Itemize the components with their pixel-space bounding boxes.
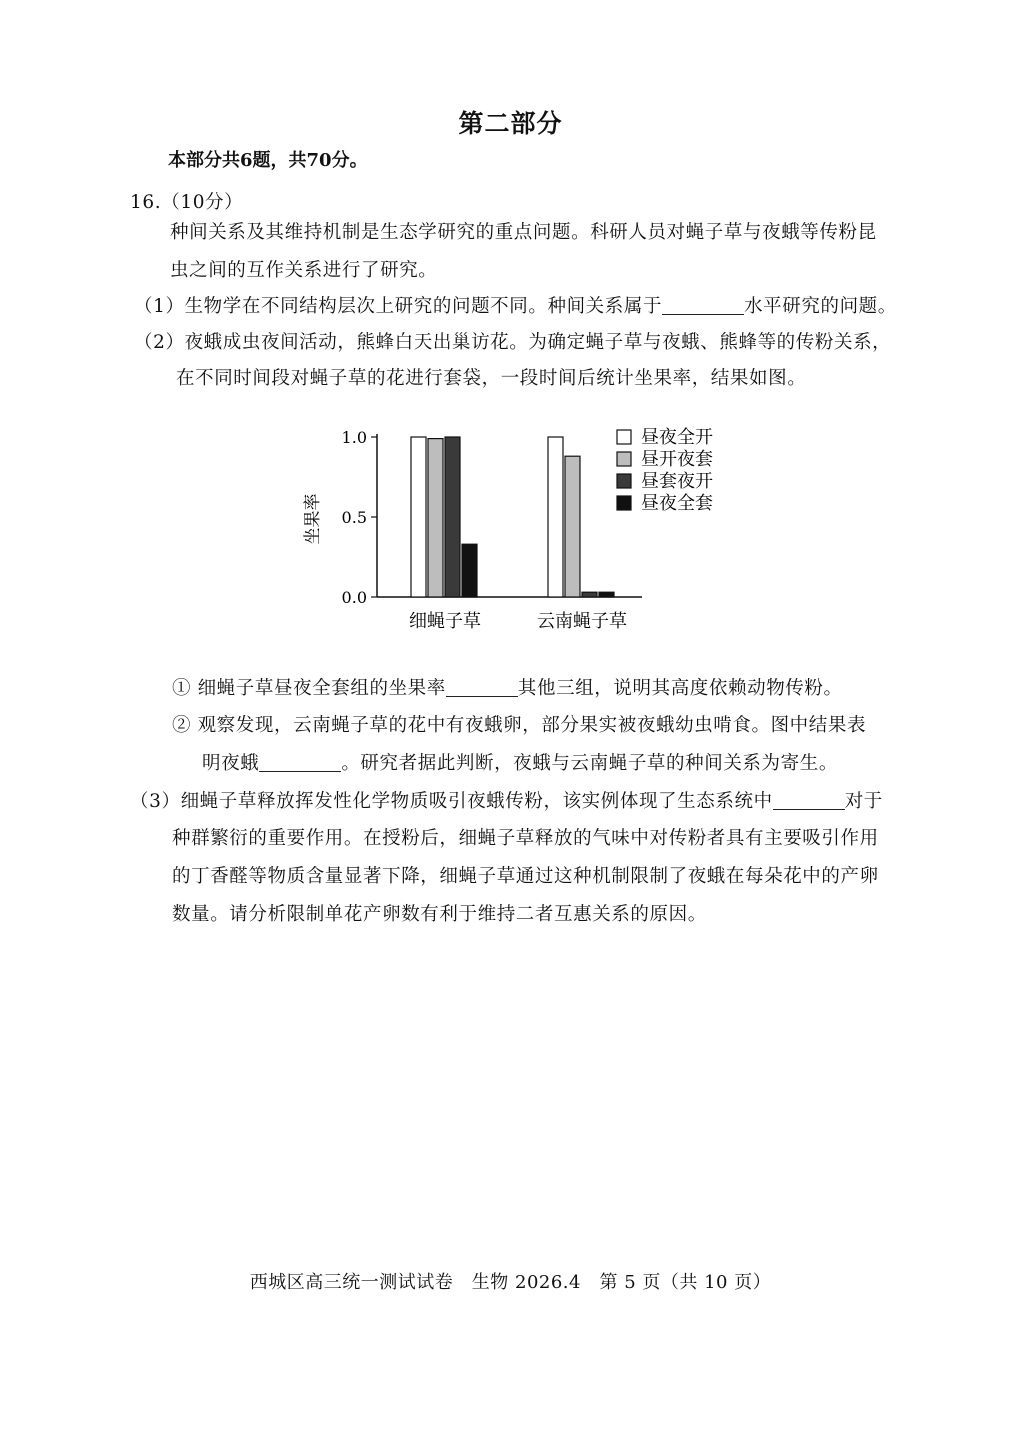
- sub-2-text-before: 明夜蛾: [202, 753, 260, 774]
- bar: [548, 437, 563, 597]
- answer-blank-4[interactable]: [773, 791, 845, 811]
- part-3-line-3: 的丁香醛等物质含量显著下降，细蝇子草通过这种机制限制了夜蛾在每朵花中的产卵: [172, 866, 879, 887]
- intro-line-2: 虫之间的互作关系进行了研究。: [170, 260, 438, 281]
- sub-question-2-line-1: ② 观察发现，云南蝇子草的花中有夜蛾卵，部分果实被夜蛾幼虫啃食。图中结果表: [172, 715, 867, 736]
- bar: [599, 592, 614, 597]
- part-3-line-1: [130, 787, 883, 813]
- bar: [411, 437, 426, 597]
- bar: [462, 544, 477, 597]
- part-2-line-2: 在不同时间段对蝇子草的花进行套袋，一段时间后统计坐果率，结果如图。: [176, 368, 807, 389]
- sub-2-text-after: 。研究者据此判断，夜蛾与云南蝇子草的种间关系为寄生。: [341, 753, 838, 774]
- legend-swatch: [617, 474, 631, 488]
- legend-swatch: [617, 496, 631, 510]
- bar: [582, 592, 597, 597]
- part-1: [134, 292, 897, 318]
- legend-swatch: [617, 452, 631, 466]
- part-1-text-after: 水平研究的问题。: [744, 296, 897, 317]
- section-title: 第二部分: [458, 109, 563, 138]
- fruit-set-chart: [290, 410, 770, 650]
- y-tick-label: 0.5: [341, 508, 367, 527]
- legend-label: 昼夜全套: [641, 493, 713, 514]
- part-3-line-2: 种群繁衍的重要作用。在授粉后，细蝇子草释放的气味中对传粉者具有主要吸引作用: [172, 828, 879, 849]
- y-axis-label: 坐果率: [303, 493, 323, 545]
- x-tick-label: 细蝇子草: [409, 611, 481, 632]
- part-3-text-after: 对于: [844, 791, 883, 812]
- x-tick-label: 云南蝇子草: [537, 611, 627, 632]
- answer-blank-2[interactable]: [446, 678, 518, 698]
- sub-question-2-line-2: [202, 749, 838, 775]
- part-1-text-before: （1）生物学在不同结构层次上研究的问题不同。种间关系属于: [134, 296, 663, 317]
- legend-label: 昼夜全开: [641, 427, 713, 448]
- y-tick-label: 0.0: [341, 588, 367, 607]
- legend-label: 昼套夜开: [641, 471, 713, 492]
- sub-1-text-after: 其他三组，说明其高度依赖动物传粉。: [517, 678, 843, 699]
- section-intro: 本部分共6题，共70分。: [168, 150, 368, 171]
- legend-swatch: [617, 430, 631, 444]
- y-tick-label: 1.0: [341, 428, 367, 447]
- bar: [428, 439, 443, 597]
- sub-1-text-before: ① 细蝇子草昼夜全套组的坐果率: [172, 678, 446, 699]
- bar: [565, 456, 580, 597]
- part-3-text-before: （3）细蝇子草释放挥发性化学物质吸引夜蛾传粉，该实例体现了生态系统中: [130, 791, 773, 812]
- bar: [445, 437, 460, 597]
- sub-question-1: [172, 674, 843, 700]
- chart-svg: [290, 410, 770, 650]
- legend-label: 昼开夜套: [641, 449, 713, 470]
- answer-blank-1[interactable]: [662, 296, 744, 316]
- page-footer: 西城区高三统一测试试卷 生物 2026.4 第 5 页（共 10 页）: [249, 1272, 772, 1293]
- part-2-line-1: （2）夜蛾成虫夜间活动，熊蜂白天出巢访花。为确定蝇子草与夜蛾、熊蜂等的传粉关系，: [134, 332, 892, 353]
- intro-line-1: 种间关系及其维持机制是生态学研究的重点问题。科研人员对蝇子草与夜蛾等传粉昆: [170, 222, 877, 243]
- part-3-line-4: 数量。请分析限制单花产卵数有利于维持二者互惠关系的原因。: [172, 904, 707, 925]
- question-number: 16.（10分）: [130, 192, 244, 213]
- answer-blank-3[interactable]: [259, 753, 341, 773]
